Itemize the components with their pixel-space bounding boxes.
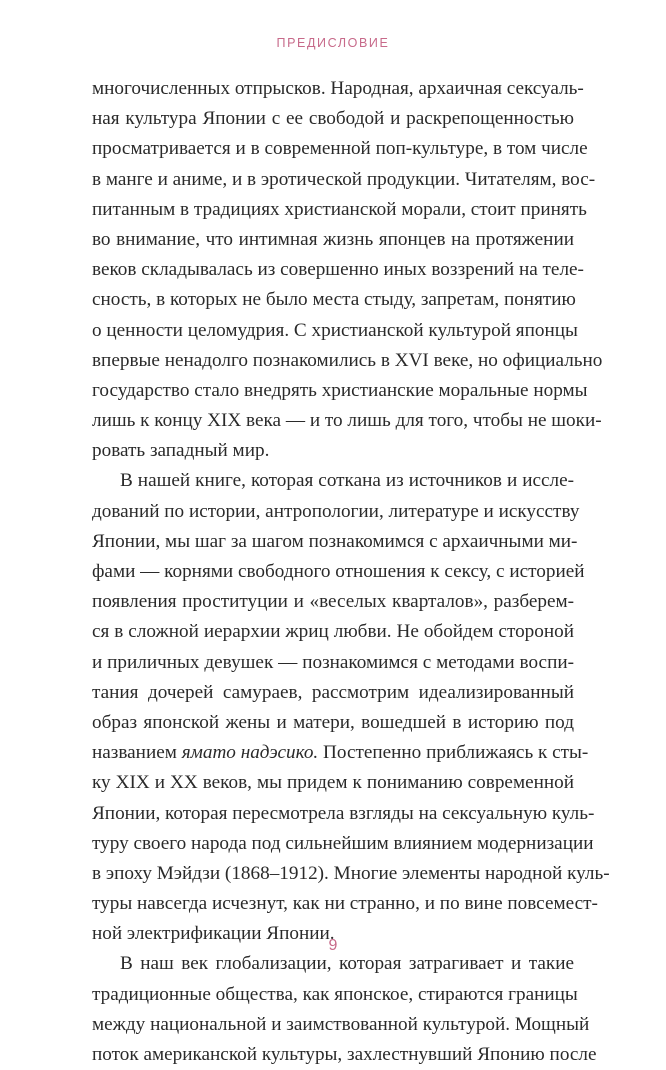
text-line: ку XIX и XX веков, мы придем к пониманию современной (92, 772, 574, 794)
text-line: ся в сложной иерархии жриц любви. Не обойдем стороной (92, 621, 574, 643)
text-line: просматривается и в современной поп-культуре, в том числе (92, 138, 588, 160)
text-line: в манге и аниме, и в эротической продукции. Читателям, вос- (92, 168, 596, 190)
text-line: многочисленных отпрысков. Народная, архаичная сексуаль- (92, 78, 584, 99)
text-line: впервые ненадолго познакомились в XVI веке, но официально (92, 349, 603, 371)
text-line: туры навсегда исчезнут, как ни странно, и по вине повсемест- (92, 893, 598, 915)
paragraph-2 (92, 466, 610, 949)
text-line: В нашей книге, которая соткана из источников и иссле- (120, 470, 574, 492)
text-line: ной электрификации Японии. (92, 923, 335, 945)
text-line: ровать западный мир. (92, 440, 270, 462)
text-line: питанным в традициях христианской морали, стоит принять (92, 198, 587, 220)
line-segment: названием (92, 742, 182, 764)
page-number: 9 (328, 937, 338, 954)
text-line: туру своего народа под сильнейшим влиянием модернизации (92, 832, 594, 854)
running-header: ПРЕДИСЛОВИЕ (276, 36, 390, 50)
page-body (92, 74, 610, 1070)
text-line (92, 738, 589, 768)
text-line: в эпоху Мэйдзи (1868–1912). Многие элементы народной куль- (92, 862, 610, 884)
text-line: о ценности целомудрия. С христианской культурой японцы (92, 319, 578, 341)
italic-term: ямато надэсико. (181, 742, 319, 764)
text-line: фами — корнями свободного отношения к сексу, с историей (92, 561, 585, 582)
text-line: Японии, мы шаг за шагом познакомимся с архаичными ми- (92, 530, 578, 552)
text-line: Японии, которая пересмотрела взгляды на сексуальную куль- (92, 802, 595, 824)
text-line: ная культура Японии с ее свободой и раскрепощенностью (92, 108, 574, 130)
text-line: и приличных девушек — познакомимся с методами воспи- (92, 651, 574, 673)
text-line: дований по истории, антропологии, литературе и искусству (92, 500, 580, 522)
text-line: сность, в которых не было места стыду, запретам, понятию (92, 289, 576, 311)
text-line: появления проституции и «веселых кварталов», разберем- (92, 591, 574, 613)
text-line: лишь к концу XIX века — и то лишь для того, чтобы не шоки- (92, 410, 602, 432)
text-line: веков складывалась из совершенно иных воззрений на теле- (92, 259, 584, 281)
text-line: между национальной и заимствованной культурой. Мощный (92, 1013, 590, 1035)
text-line: во внимание, что интимная жизнь японцев на протяжении (92, 228, 574, 250)
line-segment: Постепенно приближаясь к сты- (318, 742, 589, 764)
paragraph-1 (92, 74, 603, 466)
text-line: тания дочерей самураев, рассмотрим идеализированный (92, 681, 574, 703)
text-line: традиционные общества, как японское, стираются границы (92, 983, 578, 1005)
text-line: государство стало внедрять христианские моральные нормы (92, 379, 588, 401)
text-line: В наш век глобализации, которая затрагивает и такие (120, 953, 574, 975)
text-line: образ японской жены и матери, вошедшей в историю под (92, 711, 574, 733)
text-line: поток американской культуры, захлестнувший Японию после (92, 1044, 597, 1065)
paragraph-3 (92, 949, 597, 1070)
